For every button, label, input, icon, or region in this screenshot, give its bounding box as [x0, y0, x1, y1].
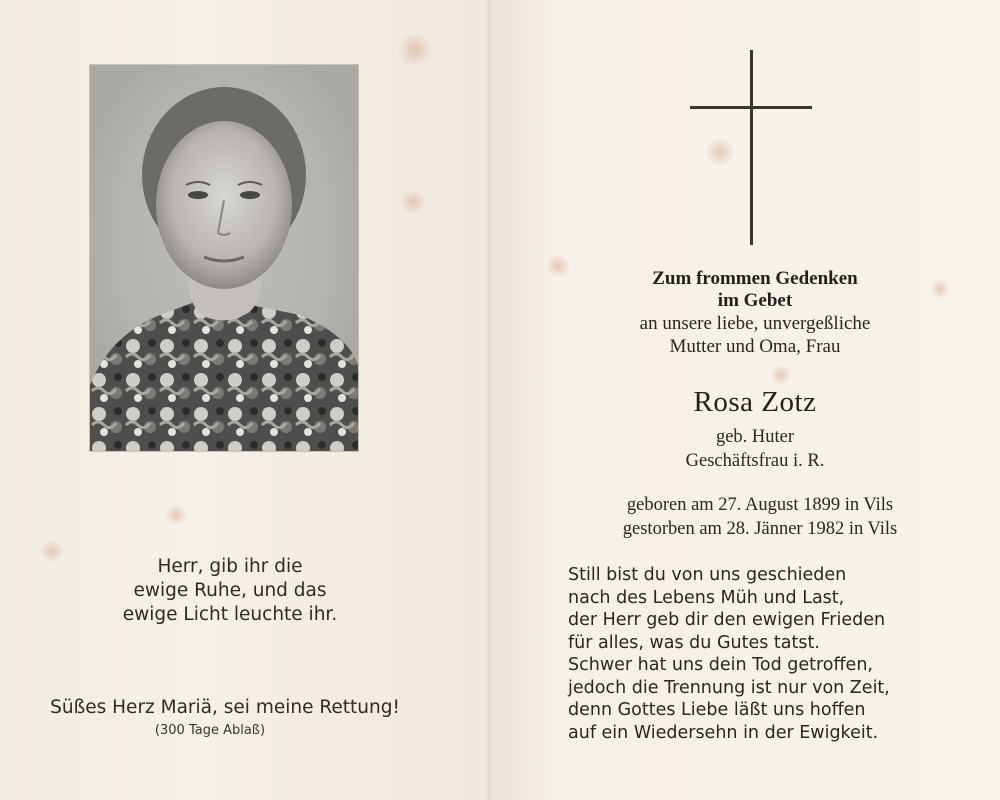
- paper-stain: [705, 138, 735, 166]
- cross-icon: [750, 50, 753, 245]
- prayer-line: ewige Licht leuchte ihr.: [122, 604, 338, 625]
- paper-stain: [400, 190, 426, 214]
- devotion-text: Süßes Herz Mariä, sei meine Rettung!: [50, 697, 400, 718]
- portrait-image: [90, 65, 358, 451]
- verse-line: jedoch die Trennung ist nur von Zeit,: [568, 677, 890, 698]
- prayer-text: [80, 555, 380, 627]
- verse-line: nach des Lebens Müh und Last,: [568, 587, 845, 608]
- memorial-line: an unsere liebe, unvergeßliche: [639, 313, 871, 334]
- verse-line: denn Gottes Liebe läßt uns hoffen: [568, 700, 866, 720]
- indulgence-note: (300 Tage Ablaß): [154, 723, 266, 738]
- cross-icon-bar: [690, 106, 812, 109]
- verse-line: für alles, was du Gutes tatst.: [568, 632, 820, 653]
- left-panel: [0, 0, 490, 800]
- verse-line: Still bist du von uns geschieden: [568, 565, 847, 585]
- maiden-name: geb. Huter: [715, 427, 795, 447]
- paper-stain: [395, 35, 435, 65]
- memorial-line: Zum frommen Gedenken: [652, 268, 858, 289]
- portrait-photo: [90, 65, 358, 451]
- verse-line: auf ein Wiedersehn in der Ewigkeit.: [568, 722, 879, 743]
- verse-line: der Herr geb dir den ewigen Frieden: [568, 610, 886, 630]
- memorial-heading: [560, 268, 950, 358]
- memorial-line: Mutter und Oma, Frau: [669, 336, 841, 357]
- verse-line: Schwer hat uns dein Tod getroffen,: [568, 655, 873, 675]
- birth-date: geboren am 27. August 1899 in Vils: [626, 495, 894, 515]
- paper-stain: [770, 365, 792, 385]
- life-dates: [560, 493, 960, 541]
- paper-stain: [165, 505, 187, 525]
- memorial-line: im Gebet: [717, 290, 793, 311]
- deceased-block: [560, 386, 950, 473]
- occupation: Geschäftsfrau i. R.: [685, 451, 825, 471]
- paper-stain: [40, 540, 64, 562]
- deceased-name: Rosa Zotz: [693, 386, 817, 418]
- memorial-verse: [568, 564, 968, 744]
- prayer-line: ewige Ruhe, und das: [133, 580, 327, 601]
- death-date: gestorben am 28. Jänner 1982 in Vils: [622, 519, 898, 539]
- prayer-line: Herr, gib ihr die: [157, 556, 303, 577]
